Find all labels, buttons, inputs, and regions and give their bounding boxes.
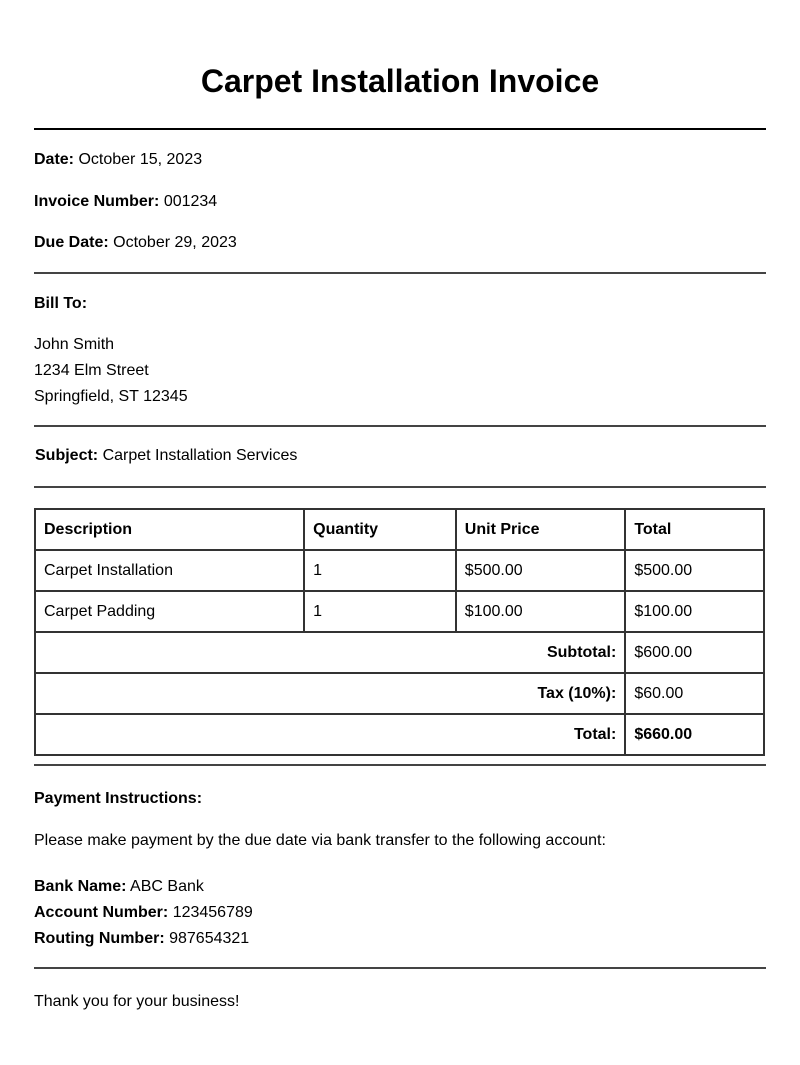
total-row — [35, 714, 764, 755]
row-quantity: 1 — [304, 550, 456, 591]
invoice-number-value: 001234 — [163, 193, 218, 210]
due-date-label: Due Date: — [34, 234, 109, 251]
row-unit-price: $100.00 — [456, 591, 626, 632]
header-unit-price: Unit Price — [456, 509, 626, 550]
header-total: Total — [625, 509, 764, 550]
subject-line — [34, 447, 766, 465]
bill-to-street: 1234 Elm Street — [34, 362, 149, 379]
routing-number-value: 987654321 — [169, 930, 250, 947]
payment-instructions-title: Payment Instructions: — [34, 790, 203, 807]
account-number-value: 123456789 — [172, 904, 253, 921]
page-title: Carpet Installation Invoice — [200, 63, 600, 99]
row-description: Carpet Padding — [35, 591, 304, 632]
routing-number-line — [34, 926, 766, 952]
total-value: $660.00 — [625, 714, 764, 755]
tax-row — [35, 673, 764, 714]
bank-name-line — [34, 874, 766, 900]
tax-label: Tax (10%): — [35, 673, 625, 714]
table-header-row — [35, 509, 764, 550]
bank-name-label: Bank Name: — [34, 878, 127, 895]
date-line — [34, 151, 766, 169]
row-unit-price: $500.00 — [456, 550, 626, 591]
subject-value: Carpet Installation Services — [102, 447, 298, 464]
invoice-number-label: Invoice Number: — [34, 193, 160, 210]
date-label: Date: — [34, 151, 75, 168]
subtotal-value: $600.00 — [625, 632, 764, 673]
invoice-number-line — [34, 193, 766, 211]
row-total: $100.00 — [625, 591, 764, 632]
total-label: Total: — [35, 714, 625, 755]
header-quantity: Quantity — [304, 509, 456, 550]
row-total: $500.00 — [625, 550, 764, 591]
payment-instructions-text: Please make payment by the due date via bank transfer to the following account: — [34, 832, 606, 849]
subtotal-row — [35, 632, 764, 673]
due-date-line — [34, 234, 766, 252]
due-date-value: October 29, 2023 — [113, 234, 237, 251]
table-row — [35, 591, 764, 632]
bill-to-label: Bill To: — [34, 295, 88, 312]
subject-label: Subject: — [35, 447, 99, 464]
row-description: Carpet Installation — [35, 550, 304, 591]
row-quantity: 1 — [304, 591, 456, 632]
account-number-line — [34, 900, 766, 926]
routing-number-label: Routing Number: — [34, 930, 165, 947]
line-items-table — [34, 508, 765, 756]
account-number-label: Account Number: — [34, 904, 169, 921]
tax-value: $60.00 — [625, 673, 764, 714]
table-row — [35, 550, 764, 591]
thank-you-note: Thank you for your business! — [34, 993, 240, 1010]
subtotal-label: Subtotal: — [35, 632, 625, 673]
date-value: October 15, 2023 — [78, 151, 203, 168]
bank-name-value: ABC Bank — [130, 878, 204, 895]
invoice-page — [34, 0, 766, 1011]
bill-to-name: John Smith — [34, 336, 115, 353]
header-description: Description — [35, 509, 304, 550]
bill-to-city: Springfield, ST 12345 — [34, 388, 188, 405]
